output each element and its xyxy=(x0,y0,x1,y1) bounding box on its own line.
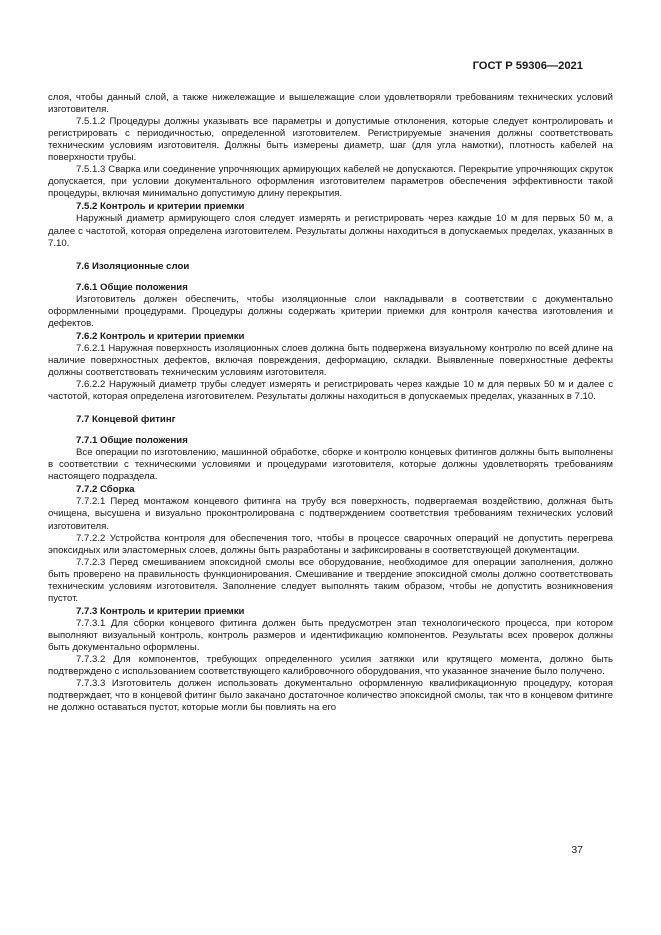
paragraph-7-6-1: Изготовитель должен обеспечить, чтобы изоляционные слои накладывали в соответствии с документально оформленными процедурами. Процедуры должны содержать критерии приемки для контроля качества изготовления и дефектов. xyxy=(48,293,613,329)
paragraph-7-7-3-2: 7.7.3.2 Для компонентов, требующих определенного усилия затяжки или крутящего момента, должно быть подтверждено с использованием соответствующего калибровочного оборудования, что указанное значение было получено. xyxy=(48,654,613,678)
heading-7-6-1: 7.6.1 Общие положения xyxy=(76,281,188,293)
document-id-header: ГОСТ Р 59306—2021 xyxy=(472,60,583,72)
paragraph-7-6-2-1: 7.6.2.1 Наружная поверхность изоляционных слоев должна быть подвержена визуальному контролю по всей длине на наличие поверхностных дефектов, включая повреждения, деформацию, складки. Выявленные поверхностные дефекты должны соответствовать техническим условиям изготовителя. xyxy=(48,342,613,378)
paragraph-7-7-3-1: 7.7.3.1 Для сборки концевого фитинга должен быть предусмотрен этап технологического процесса, при котором выполняют визуальный контроль, контроль размеров и идентификацию компонентов. Результаты всех проверок должны быть документально оформлены. xyxy=(48,617,613,653)
paragraph-7-5-1-2: 7.5.1.2 Процедуры должны указывать все параметры и допустимые отклонения, которые следует контролировать и регистрировать с периодичностью, определенной изготовителем. Регистрируемые значения должны соответствовать техническим условиям изготовителя. Должны быть измерены диаметр, шаг (для угла намотки), плотность кабелей на поверхности трубы. xyxy=(48,116,613,164)
paragraph-continuation: слоя, чтобы данный слой, а также нижележащие и вышележащие слои удовлетворяли требованиям технических условий изготовителя. xyxy=(48,92,613,116)
paragraph-7-5-2: Наружный диаметр армирующего слоя следует измерять и регистрировать через каждые 10 м для первых 50 м, а далее с частотой, которая определена изготовителем. Результаты должны находиться в допускаемых пределах, указанных в 7.10. xyxy=(48,213,613,249)
paragraph-7-7-1: Все операции по изготовлению, машинной обработке, сборке и контролю концевых фитингов должны быть выполнены в соответствии с техническими условиями и процедурами изготовителя, которые должны удовлетворять требованиям настоящего подраздела. xyxy=(48,447,613,483)
heading-7-7-3: 7.7.3 Контроль и критерии приемки xyxy=(76,605,245,617)
paragraph-7-7-2-1: 7.7.2.1 Перед монтажом концевого фитинга на трубу вся поверхность, подвергаемая воздействию, должная быть очищена, высушена и визуально проконтролирована с подтверждением соответствия требованиям технических условий изготовителя. xyxy=(48,496,613,532)
paragraph-7-7-2-3: 7.7.2.3 Перед смешиванием эпоксидной смолы все оборудование, необходимое для операции заполнения, должно быть проверено на правильность функционирования. Смешивание и твердение эпоксидной смолы должно соответствовать техническим условиям изготовителя. Заполнение следует выполнять таким образом, чтобы не допустить возникновения пустот. xyxy=(48,556,613,604)
page-number: 37 xyxy=(571,844,583,856)
heading-7-5-2: 7.5.2 Контроль и критерии приемки xyxy=(76,201,245,213)
section-heading-7-6: 7.6 Изоляционные слои xyxy=(76,260,190,272)
section-heading-7-7: 7.7 Концевой фитинг xyxy=(76,414,176,426)
paragraph-7-5-1-3: 7.5.1.3 Сварка или соединение упрочняющих армирующих кабелей не допускаются. Перекрытие упрочняющих скруток допускается, при условии документального оформления изготовителем параметров обеспечения эффективности такой процедуры, включая минимально допустимую длину перекрытия. xyxy=(48,164,613,200)
heading-7-7-2: 7.7.2 Сборка xyxy=(76,484,135,496)
heading-7-7-1: 7.7.1 Общие положения xyxy=(76,435,188,447)
heading-7-6-2: 7.6.2 Контроль и критерии приемки xyxy=(76,330,245,342)
paragraph-7-7-2-2: 7.7.2.2 Устройства контроля для обеспечения того, чтобы в процессе сварочных операций не допустить перегрева эпоксидных или эластомерных слоев, должны быть разработаны и зафиксированы в соответствующей документации. xyxy=(48,532,613,556)
paragraph-7-6-2-2: 7.6.2.2 Наружный диаметр трубы следует измерять и регистрировать через каждые 10 м для первых 50 м и далее с частотой, которая определена изготовителем. Результаты должны находиться в допускаемых пределах, указанных в 7.10. xyxy=(48,379,613,403)
paragraph-7-7-3-3: 7.7.3.3 Изготовитель должен использовать документально оформленную квалификационную процедуру, которая подтверждает, что в концевой фитинг было закачано достаточное количество эпоксидной смолы, так что в концевом фитинге не должно оставаться пустот, которые могли бы повлиять на его xyxy=(48,678,613,714)
document-body xyxy=(48,92,613,714)
